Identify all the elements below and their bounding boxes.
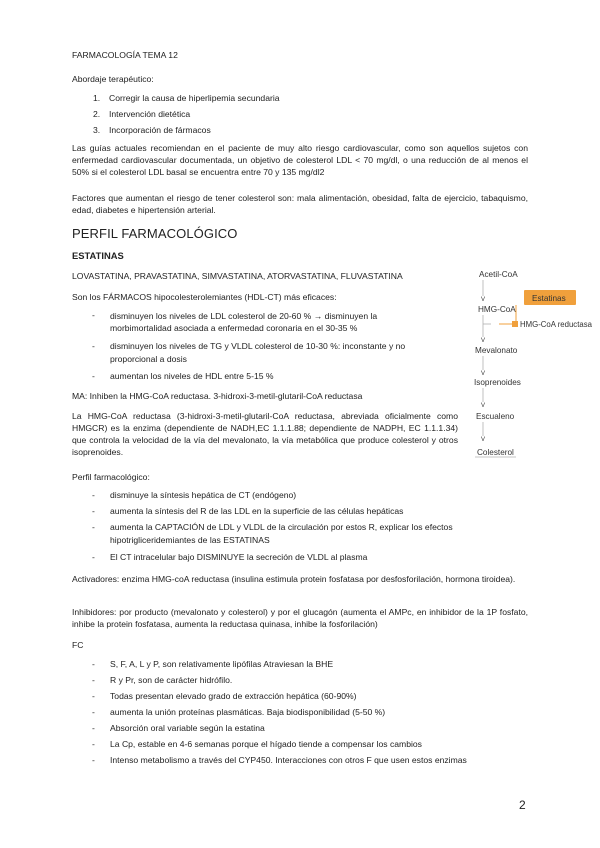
approach-item-number: 3. — [93, 125, 101, 135]
section-title: PERFIL FARMACOLÓGICO — [72, 226, 238, 241]
profile-title: Perfil farmacológico: — [72, 472, 150, 482]
pathway-step: Mevalonato — [475, 346, 518, 355]
effect-line: aumentan los niveles de HDL entre 5-15 % — [110, 371, 274, 381]
profile-dash: - — [92, 522, 95, 532]
effect-line: disminuyen los niveles de LDL colesterol de 20-60 % → disminuyen la — [110, 311, 378, 321]
profile-line: aumenta la CAPTACIÓN de LDL y VLDL de la circulación por estos R, explicar los efectos — [110, 522, 453, 532]
hmg-paragraph: La HMG-CoA reductasa (3-hidroxi-3-metil-glutaril-CoA reductasa, abreviada oficialmente como HMGCR) es la enzima (dependiente de NADH,EC 1.1.1.88; dependiente de NADPH, EC 1.1.1.34) que controla la velocidad de la vía del mevalonato, la vía metabólica que produce colesterol y otros isoprenoides. — [72, 411, 458, 457]
pathway-arrow: V — [481, 338, 486, 344]
approach-item-text: Intervención dietética — [109, 109, 191, 119]
effect-dash: - — [92, 310, 95, 320]
risk-factors-paragraph: Factores que aumentan el riesgo de tener colesterol son: mala alimentación, obesidad, falta de ejercicio, tabaquismo, edad, diabetes e hipertensión arterial. — [72, 193, 528, 215]
profile-dash: - — [92, 506, 95, 516]
page-number: 2 — [519, 798, 526, 812]
guidelines-paragraph: Las guías actuales recomiendan en el paciente de muy alto riesgo cardiovascular, como son aquellos sujetos con enfermedad cardiovascular documentada, un objetivo de colesterol LDL < 70 mg/dl, o una reducción de al menos el 50% si el colesterol LDL basal se encuentra entre 70 y 135 mg/dl2 — [72, 143, 528, 177]
profile-line: El CT intracelular bajo DISMINUYE la secreción de VLDL al plasma — [110, 552, 368, 562]
approach-item-number: 2. — [93, 109, 101, 119]
pathway-step: Escualeno — [476, 412, 515, 421]
approach-item-text: Incorporación de fármacos — [109, 125, 211, 135]
statin-drug-list: LOVASTATINA, PRAVASTATINA, SIMVASTATINA, ATORVASTATINA, FLUVASTATINA — [72, 271, 403, 281]
fc-dash: - — [92, 707, 95, 717]
pathway-arrow: V — [481, 297, 486, 303]
pathway-arrow: V — [481, 403, 486, 409]
profile-dash: - — [92, 490, 95, 500]
pathway-arrow: V — [481, 371, 486, 377]
pathway-step: Isoprenoides — [474, 378, 521, 387]
pathway-step: HMG-CoA — [478, 305, 516, 314]
hdl-intro: Son los FÁRMACOS hipocolesterolemiantes (HDL-CT) más eficaces: — [72, 292, 337, 302]
inhibitors-paragraph: Inhibidores: por producto (mevalonato y colesterol) y por el glucagón (aumenta el AMPc, en inhibidor de la 1P fosfato, inhibe la protein fosfatasa, aumenta la reductasa quinasa, inhibe la fosforilación) — [72, 607, 528, 629]
profile-line: aumenta la síntesis del R de las LDL en la superficie de las células hepáticas — [110, 506, 404, 516]
mechanism-line: MA: Inhiben la HMG-CoA reductasa. 3-hidroxi-3-metil-glutaril-CoA reductasa — [72, 391, 363, 401]
fc-item: Todas presentan elevado grado de extracción hepática (60-90%) — [110, 691, 357, 701]
fc-item: R y Pr, son de carácter hidrófilo. — [110, 675, 233, 685]
pathway-arrow: V — [481, 437, 486, 443]
approach-item-text: Corregir la causa de hiperlipemia secundaria — [109, 93, 280, 103]
fc-dash: - — [92, 659, 95, 669]
subsection-title: ESTATINAS — [72, 250, 124, 261]
effect-line: disminuyen los niveles de TG y VLDL colesterol de 10-30 %: inconstante y no — [110, 341, 406, 351]
profile-line: disminuye la síntesis hepática de CT (endógeno) — [110, 490, 297, 500]
fc-item: La Cp, estable en 4-6 semanas porque el hígado tiende a compensar los cambios — [110, 739, 422, 749]
profile-line: hipotrigliceridemiantes de las ESTATINAS — [110, 535, 270, 545]
fc-dash: - — [92, 675, 95, 685]
pathway-step: Acetil-CoA — [479, 270, 518, 279]
statins-label: Estatinas — [532, 294, 566, 303]
fc-title: FC — [72, 640, 84, 650]
profile-dash: - — [92, 552, 95, 562]
page-header: FARMACOLOGÍA TEMA 12 — [72, 50, 178, 60]
effect-dash: - — [92, 341, 95, 351]
activators-paragraph: Activadores: enzima HMG-coA reductasa (insulina estimula protein fosfatasa por desfosforilación, hormona tiroidea). — [72, 574, 516, 584]
pathway-step: Colesterol — [477, 448, 514, 457]
effect-line: proporcional a dosis — [110, 354, 187, 364]
fc-item: Absorción oral variable según la estatina — [110, 723, 265, 733]
fc-dash: - — [92, 723, 95, 733]
inhibition-marker — [512, 321, 518, 327]
approach-title: Abordaje terapéutico: — [72, 74, 154, 84]
effect-line: morbimortalidad asociada a enfermedad coronaria en el 30-35 % — [110, 323, 358, 333]
effect-dash: - — [92, 371, 95, 381]
fc-item: aumenta la unión proteínas plasmáticas. Baja biodisponibilidad (5-50 %) — [110, 707, 386, 717]
fc-dash: - — [92, 691, 95, 701]
fc-dash: - — [92, 739, 95, 749]
fc-item: Intenso metabolismo a través del CYP450. Interacciones con otros F que usen estos enzimas — [110, 755, 467, 765]
approach-item-number: 1. — [93, 93, 101, 103]
fc-item: S, F, A, L y P, son relativamente lipófilas Atraviesan la BHE — [110, 659, 334, 669]
fc-dash: - — [92, 755, 95, 765]
mevalonate-pathway-diagram — [462, 262, 598, 462]
enzyme-label: HMG-CoA reductasa — [520, 320, 592, 329]
